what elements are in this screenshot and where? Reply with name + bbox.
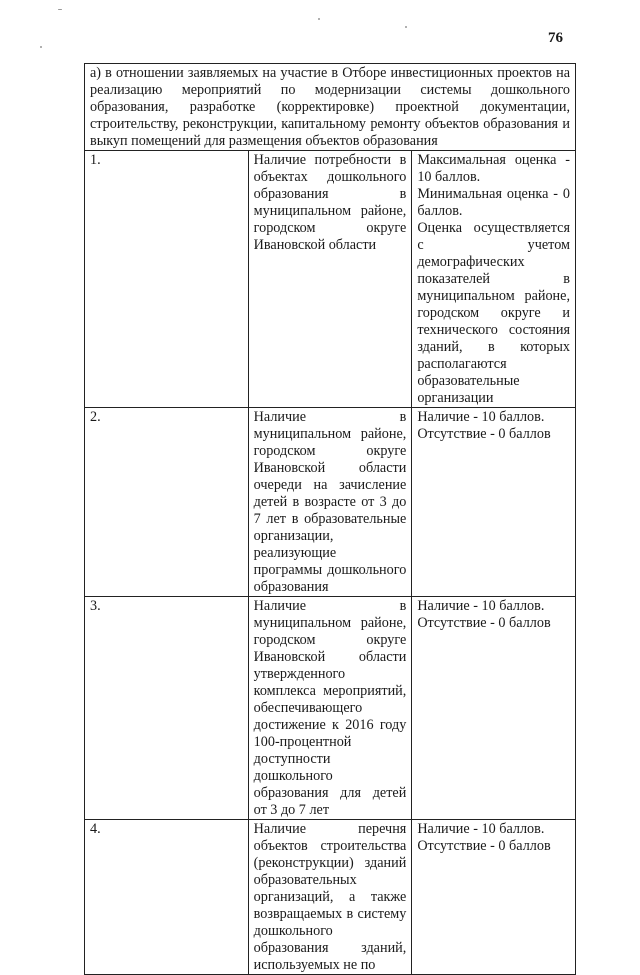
score-line: Наличие - 10 баллов.	[417, 821, 545, 837]
score-line: Наличие - 10 баллов.	[417, 598, 545, 614]
score-line: Отсутствие - 0 баллов	[417, 426, 551, 442]
scan-speck	[405, 26, 407, 28]
intro-row	[85, 64, 576, 151]
criterion-text: Наличие в муниципальном районе, городском округе Ивановской области утвержденного комплекса мероприятий, обеспечивающего достижение к 2016 году 100-процентной доступности дошкольного образования для детей от 3 до 7 лет	[248, 597, 412, 820]
intro-text: а) в отношении заявляемых на участие в Отборе инвестиционных проектов на реализацию мероприятий по модернизации системы дошкольного образования, разработке (корректировке) проектной документации, строительству, реконструкции, капитальному ремонту объектов образования и выкуп помещений для размещения объектов образования	[85, 64, 576, 151]
scan-speck	[58, 9, 62, 10]
scan-speck	[318, 18, 320, 20]
table-row	[85, 408, 576, 597]
score-cell	[412, 408, 576, 597]
score-line: Отсутствие - 0 баллов	[417, 838, 551, 854]
row-number: 2.	[85, 408, 249, 597]
scan-speck	[40, 46, 42, 48]
table-row	[85, 151, 576, 408]
page-number: 76	[548, 30, 563, 46]
score-line: Наличие - 10 баллов.	[417, 409, 545, 425]
table-row	[85, 820, 576, 975]
score-cell	[412, 820, 576, 975]
table-row	[85, 597, 576, 820]
score-cell	[412, 597, 576, 820]
row-number: 4.	[85, 820, 249, 975]
score-line: Минимальная оценка - 0 баллов.	[417, 186, 570, 219]
criteria-table	[84, 63, 576, 975]
score-cell	[412, 151, 576, 408]
row-number: 1.	[85, 151, 249, 408]
score-line: Максимальная оценка - 10 баллов.	[417, 152, 570, 185]
score-line: Оценка осуществляется с учетом демографических показателей в муниципальном районе, городском округе и технического состояния зданий, в которых располагаются образовательные организации	[417, 220, 570, 406]
criterion-text: Наличие потребности в объектах дошкольного образования в муниципальном районе, городском округе Ивановской области	[248, 151, 412, 408]
criterion-text: Наличие в муниципальном районе, городском округе Ивановской области очереди на зачисление детей в возрасте от 3 до 7 лет в образовательные организации, реализующие программы дошкольного образования	[248, 408, 412, 597]
row-number: 3.	[85, 597, 249, 820]
criterion-text: Наличие перечня объектов строительства (реконструкции) зданий образовательных организаций, а также возвращаемых в систему дошкольного образования зданий, используемых не по	[248, 820, 412, 975]
score-line: Отсутствие - 0 баллов	[417, 615, 551, 631]
